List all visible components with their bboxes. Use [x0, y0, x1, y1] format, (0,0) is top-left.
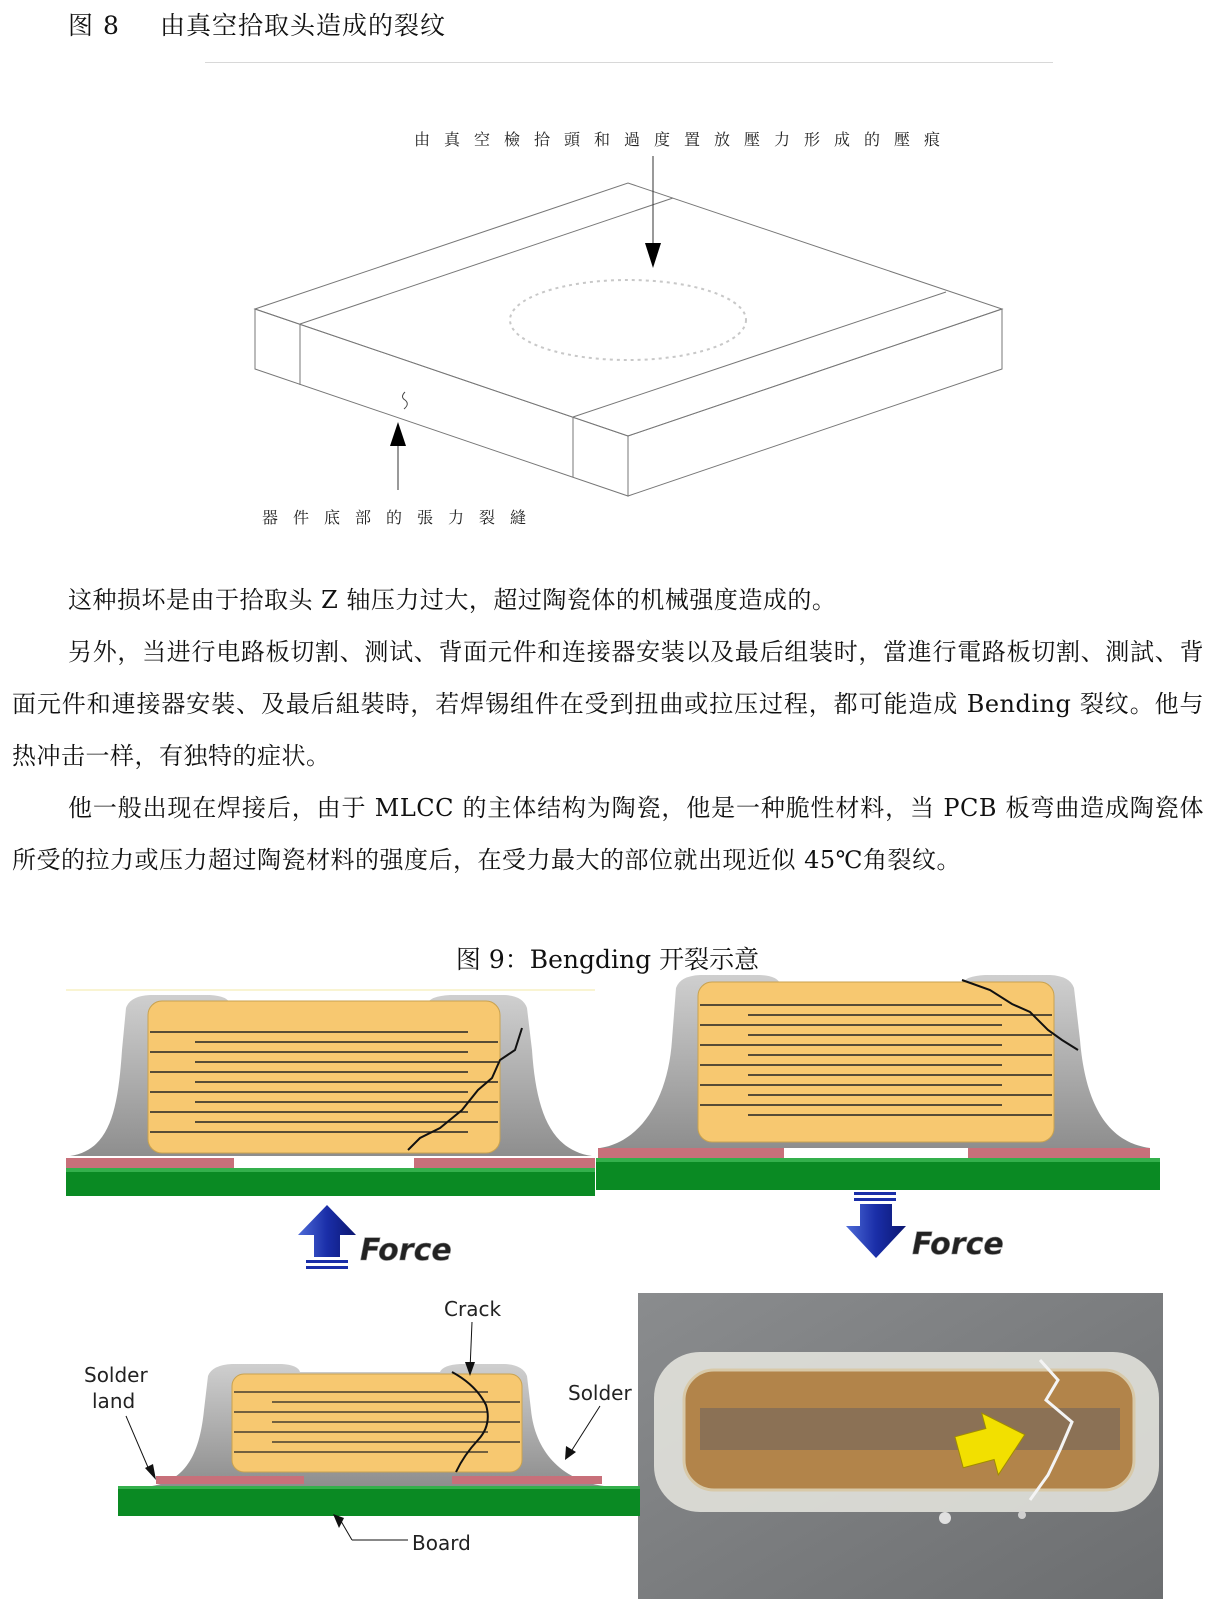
board-right [596, 1158, 1160, 1190]
imprint-annotation: 由真空檢拾頭和過度置放壓力形成的壓痕 [414, 130, 955, 149]
solder-pad-right [414, 1158, 595, 1168]
solder-pad-left-right-panel [598, 1148, 784, 1158]
panel-downward-bending [596, 975, 1160, 1190]
crack-squiggle [403, 392, 408, 409]
solder-pad-left [66, 1158, 234, 1168]
figure-8-chip-drawing [0, 0, 1215, 540]
tension-crack-annotation: 器件底部的張力裂縫 [262, 508, 542, 527]
chip-right-side [628, 309, 1002, 496]
figure-8-label: 图 8 [68, 11, 120, 40]
labelled-diagram-overlay [0, 1290, 640, 1599]
force-label-right: Force [912, 1227, 1004, 1262]
chip-left-side [255, 309, 628, 496]
solder-leader [572, 1406, 600, 1450]
solder-pad-right-right-panel [968, 1148, 1150, 1158]
paragraph-3: 他一般出现在焊接后，由于 MLCC 的主体结构为陶瓷，他是一种脆性材料，当 PCB 板弯曲造成陶瓷体所受的拉力或压力超过陶瓷材料的强度后，在受力最大的部位就出现近似 45℃角裂纹。 [12, 794, 1204, 874]
ceramic-body [148, 1001, 500, 1153]
force-up-arrow-icon [298, 1205, 356, 1269]
solder-label: Solder [568, 1381, 632, 1405]
board [66, 1168, 595, 1196]
panel-upward-bending [66, 990, 595, 1196]
termination-line-right [573, 292, 946, 417]
paragraph-2: 另外，当进行电路板切割、测试、背面元件和连接器安装以及最后组装时，當進行電路板切割、測試、背面元件和連接器安裝、及最后組裝時，若焊锡组件在受到扭曲或拉压过程，都可能造成 Bending 裂纹。他与热冲击一样，有独特的症状。 [12, 638, 1204, 770]
figure-8-title: 由真空拾取头造成的裂纹 [160, 11, 447, 40]
paragraph-1: 这种损坏是由于拾取头 Z 轴压力过大，超过陶瓷体的机械强度造成的。 [68, 586, 837, 614]
board-label: Board [412, 1531, 471, 1555]
ceramic-body-right [698, 982, 1054, 1142]
solder-land-leader [126, 1416, 150, 1472]
crack-label: Crack [444, 1297, 502, 1321]
force-label-left: Force [360, 1233, 452, 1268]
termination-line-left [300, 198, 673, 324]
solder-land-label-line2: land [92, 1389, 136, 1413]
imprint-mark [510, 280, 746, 360]
crack-photo [638, 1293, 1163, 1599]
arrow-down-icon [645, 243, 661, 268]
figure-9-caption: 图 9：Bengding 开裂示意 [455, 945, 760, 974]
solder-land-label-line1: Solder [84, 1363, 148, 1387]
force-down-arrow-icon [846, 1192, 906, 1258]
arrow-up-icon [390, 422, 406, 446]
